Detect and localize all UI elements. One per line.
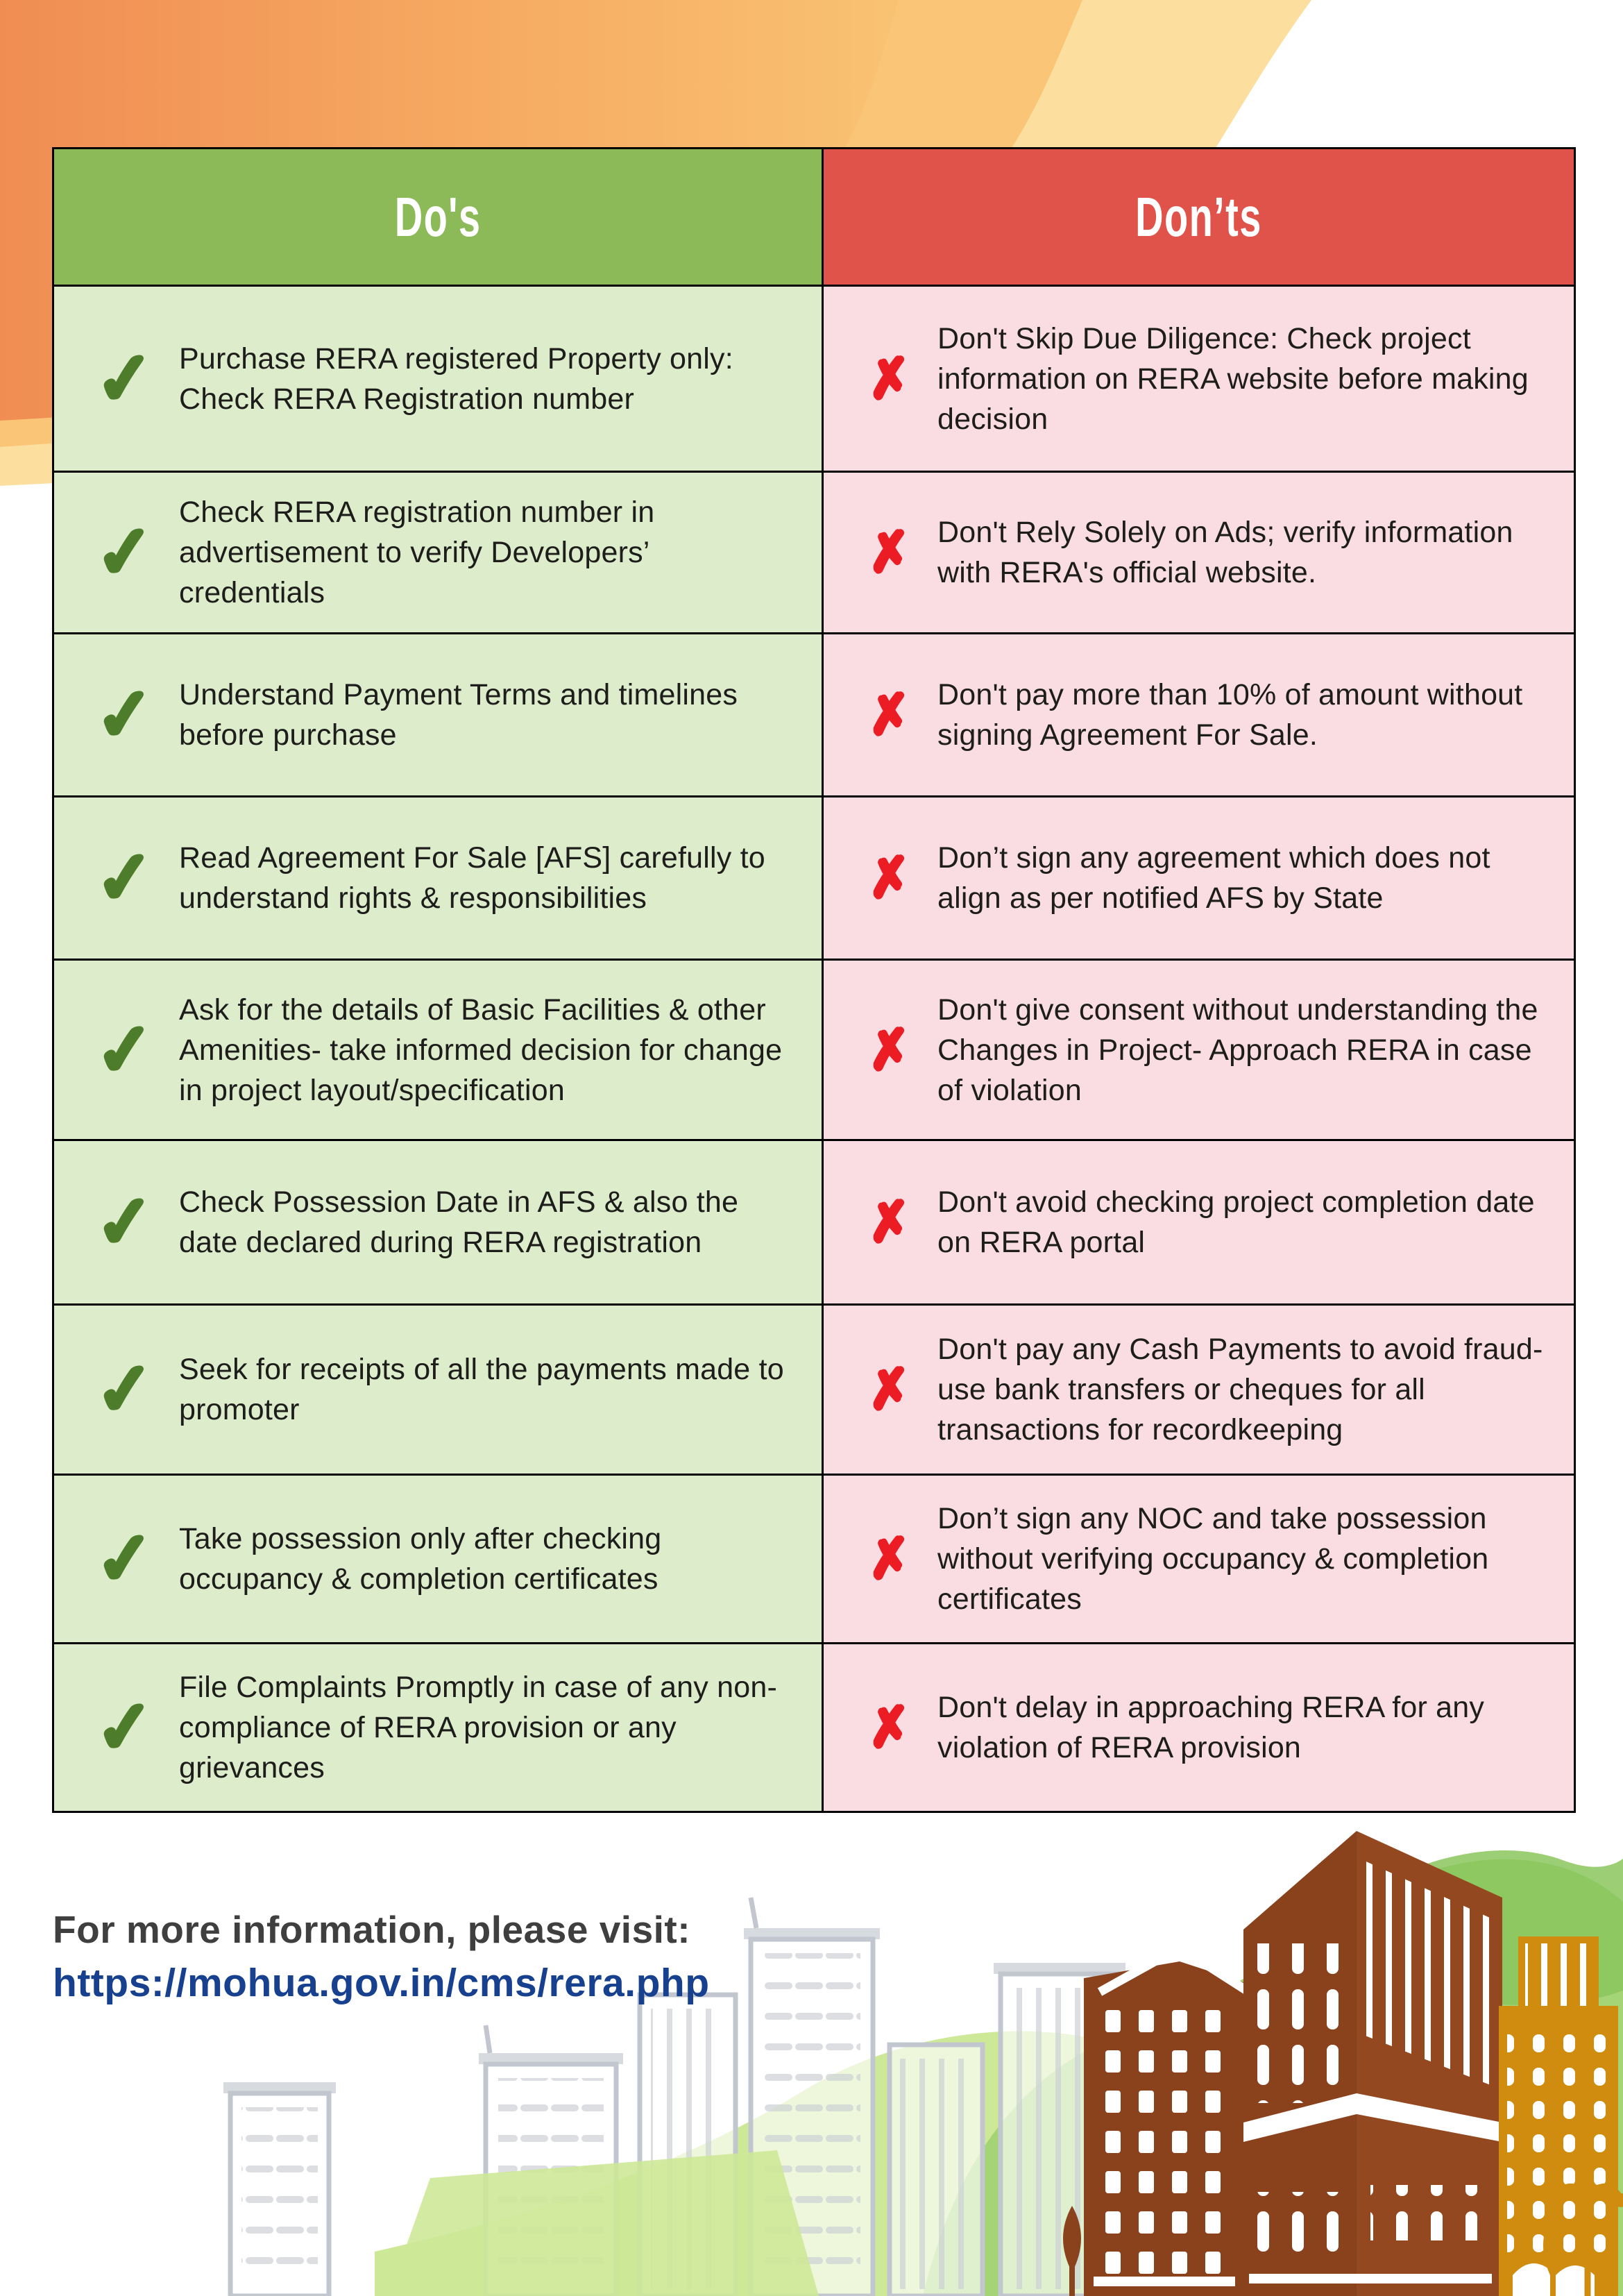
check-icon: ✓ [93, 1349, 157, 1430]
do-cell [54, 1141, 824, 1306]
donts-column-header [824, 149, 1574, 287]
do-cell [54, 1476, 824, 1644]
do-cell [54, 797, 824, 961]
do-text: Check Possession Date in AFS & also the date declared during RERA registration [179, 1185, 739, 1259]
dont-text: Don’t sign any agreement which does not align as per notified AFS by State [937, 841, 1490, 915]
dont-cell [824, 1476, 1574, 1644]
dont-cell [824, 1141, 1574, 1306]
do-cell [54, 961, 824, 1141]
dont-cell [824, 473, 1574, 634]
cross-icon: ✗ [865, 846, 915, 909]
do-cell [54, 1644, 824, 1811]
dont-text: Don't avoid checking project completion date on RERA portal [937, 1185, 1535, 1259]
do-text: Purchase RERA registered Property only: Check RERA Registration number [179, 341, 733, 416]
dos-header-label: Do's [394, 185, 482, 248]
dont-cell [824, 797, 1574, 961]
check-icon: ✓ [93, 1518, 157, 1600]
check-icon: ✓ [93, 1008, 157, 1091]
footer-label: For more information, please visit: [53, 1908, 691, 1951]
do-text: Check RERA registration number in advertisement to verify Developers’ credentials [179, 496, 655, 609]
cross-icon: ✗ [865, 1696, 915, 1759]
cross-icon: ✗ [865, 521, 915, 584]
cross-icon: ✗ [865, 347, 915, 410]
do-cell [54, 287, 824, 473]
dos-donts-table [52, 147, 1576, 1813]
do-text: Ask for the details of Basic Facilities & other Amenities- take informed decision for change in project layout/specification [179, 993, 783, 1107]
city-illustration [0, 1762, 1623, 2296]
do-text: Seek for receipts of all the payments made to promoter [179, 1353, 784, 1426]
dont-cell [824, 634, 1574, 797]
cross-icon: ✗ [865, 1527, 915, 1590]
dont-cell [824, 961, 1574, 1141]
dont-cell [824, 1306, 1574, 1476]
check-icon: ✓ [93, 1687, 157, 1769]
cross-icon: ✗ [865, 1018, 915, 1081]
check-icon: ✓ [93, 512, 157, 593]
dont-text: Don't Rely Solely on Ads; verify information with RERA's official website. [937, 516, 1513, 589]
dont-text: Don't pay any Cash Payments to avoid fraud- use bank transfers or cheques for all transactions for recordkeeping [937, 1333, 1543, 1446]
do-text: File Complaints Promptly in case of any non- compliance of RERA provision or any grievances [179, 1671, 777, 1784]
footer-url-link[interactable]: https://mohua.gov.in/cms/rera.php [53, 1961, 710, 2005]
check-icon: ✓ [93, 674, 157, 756]
dos-column-header [54, 149, 824, 287]
check-icon: ✓ [93, 837, 157, 919]
dont-cell [824, 1644, 1574, 1811]
dont-text: Don’t sign any NOC and take possession without verifying occupancy & completion certificates [937, 1502, 1489, 1616]
donts-header-label: Don’ts [1135, 185, 1262, 248]
cross-icon: ✗ [865, 1358, 915, 1421]
dont-text: Don't delay in approaching RERA for any violation of RERA provision [937, 1691, 1485, 1764]
do-text: Take possession only after checking occupancy & completion certificates [179, 1522, 662, 1596]
footer [53, 1900, 710, 2007]
cross-icon: ✗ [865, 683, 915, 746]
dont-text: Don't pay more than 10% of amount without signing Agreement For Sale. [937, 678, 1523, 752]
do-cell [54, 634, 824, 797]
do-text: Understand Payment Terms and timelines before purchase [179, 678, 738, 752]
dont-text: Don't give consent without understanding the Changes in Project- Approach RERA in case of violation [937, 993, 1538, 1107]
cross-icon: ✗ [865, 1190, 915, 1253]
do-text: Read Agreement For Sale [AFS] carefully to understand rights & responsibilities [179, 841, 765, 915]
do-cell [54, 473, 824, 634]
check-icon: ✓ [93, 337, 157, 420]
do-cell [54, 1306, 824, 1476]
dont-cell [824, 287, 1574, 473]
dont-text: Don't Skip Due Diligence: Check project information on RERA website before making decision [937, 321, 1529, 436]
check-icon: ✓ [93, 1181, 157, 1263]
